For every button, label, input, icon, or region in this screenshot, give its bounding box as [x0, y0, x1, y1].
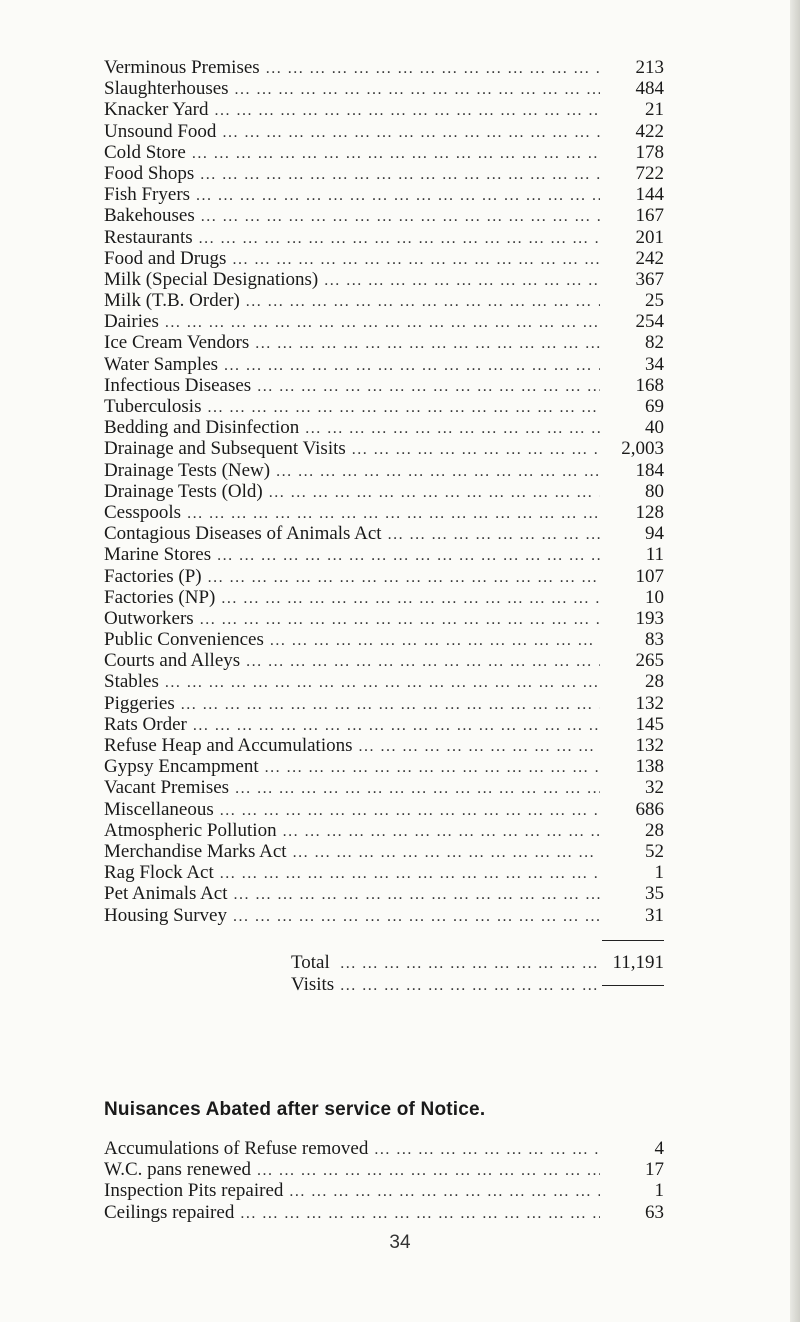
leader-dots: [270, 630, 600, 651]
nuisance-row-label: Accumulations of Refuse removed: [104, 1138, 369, 1159]
visit-row-label: Rats Order: [104, 713, 187, 735]
visit-row-label: Factories (NP): [104, 586, 216, 608]
visit-row: [104, 883, 664, 904]
visits-table: [104, 57, 664, 995]
visit-row-value: 213: [635, 57, 664, 78]
leader-dots: [232, 249, 600, 270]
nuisance-row: [104, 1159, 664, 1180]
visit-row: [104, 205, 664, 226]
page-number: 34: [389, 1232, 411, 1253]
leader-dots: [214, 100, 600, 121]
visit-row: [104, 735, 664, 756]
visit-row-value: 145: [635, 713, 664, 735]
visit-row: [104, 460, 664, 481]
visit-row-value: 10: [645, 586, 664, 608]
visit-row-label: Contagious Diseases of Animals Act: [104, 523, 382, 545]
visit-row-label: Knacker Yard: [104, 99, 209, 121]
leader-dots: [257, 376, 600, 397]
visit-row: [104, 587, 664, 608]
visit-row: [104, 78, 664, 99]
leader-dots: [235, 79, 600, 100]
visit-row-value: 69: [645, 396, 664, 417]
leader-dots: [201, 206, 600, 227]
visit-row: [104, 99, 664, 120]
visit-row-label: Milk (Special Designations): [104, 268, 319, 290]
leader-dots: [220, 863, 600, 884]
visit-row-value: 168: [635, 374, 664, 396]
leader-dots: [359, 736, 600, 757]
visit-row-value: 80: [645, 480, 664, 502]
visit-row: [104, 566, 664, 587]
visit-row-label: Bakehouses: [104, 205, 195, 227]
visit-row-value: 367: [635, 268, 664, 290]
visit-row: [104, 417, 664, 438]
visit-row-label: Gypsy Encampment: [104, 756, 259, 778]
leader-dots: [234, 884, 601, 905]
total-rule-bottom: [602, 985, 664, 986]
visit-row-label: Refuse Heap and Accumulations: [104, 735, 353, 756]
visit-row-value: 184: [635, 459, 664, 481]
leader-dots: [208, 567, 600, 588]
leader-dots: [352, 439, 600, 460]
visit-row-value: 128: [635, 501, 664, 523]
visit-row: [104, 671, 664, 692]
visit-row-value: 722: [635, 162, 664, 184]
visit-row-label: Factories (P): [104, 565, 202, 587]
visit-row-value: 52: [645, 840, 664, 862]
leader-dots: [266, 58, 600, 79]
page-edge-shadow: [790, 0, 800, 1322]
visit-row-value: 40: [645, 417, 664, 439]
nuisance-row: [104, 1138, 664, 1159]
visit-row: [104, 481, 664, 502]
leader-dots: [217, 545, 600, 566]
visit-row-label: Verminous Premises: [104, 57, 260, 78]
nuisance-row-label: Inspection Pits repaired: [104, 1180, 284, 1202]
visit-row-label: Infectious Diseases: [104, 374, 252, 396]
visit-row-value: 144: [635, 184, 664, 206]
visit-row-value: 83: [645, 629, 664, 651]
visit-row: [104, 693, 664, 714]
visit-row-value: 11: [645, 544, 664, 566]
visit-row-value: 28: [645, 671, 664, 693]
visit-row-value: 21: [645, 99, 664, 121]
leader-dots: [165, 672, 600, 693]
visit-row: [104, 163, 664, 184]
visit-row: [104, 799, 664, 820]
nuisance-row-value: 63: [645, 1201, 664, 1223]
visit-row-label: Food and Drugs: [104, 247, 227, 269]
leader-dots: [340, 953, 600, 997]
visit-row-label: Marine Stores: [104, 544, 212, 566]
leader-dots: [283, 821, 600, 842]
visit-row: [104, 57, 664, 78]
visit-row-value: 132: [635, 692, 664, 714]
visit-row-value: 28: [645, 819, 664, 841]
visit-row: [104, 121, 664, 142]
visit-row-label: Drainage Tests (New): [104, 459, 271, 481]
visits-list: [104, 57, 664, 926]
visit-row-label: Miscellaneous: [104, 798, 214, 820]
visit-row: [104, 311, 664, 332]
visit-row-value: 254: [635, 311, 664, 333]
visit-row-value: 242: [635, 247, 664, 269]
visit-row: [104, 841, 664, 862]
leader-dots: [374, 1139, 600, 1160]
visit-row: [104, 502, 664, 523]
leader-dots: [388, 524, 600, 545]
visit-row-label: Dairies: [104, 311, 159, 333]
leader-dots: [269, 482, 600, 503]
leader-dots: [265, 757, 600, 778]
leader-dots: [233, 906, 600, 927]
visit-row-label: Rag Flock Act: [104, 862, 214, 884]
nuisance-row: [104, 1180, 664, 1201]
total-visits-label: Total Visits: [291, 951, 335, 995]
visit-row-label: Merchandise Marks Act: [104, 840, 287, 862]
visit-row-value: 138: [635, 756, 664, 778]
visit-row: [104, 290, 664, 311]
visit-row-value: 201: [635, 226, 664, 248]
visit-row-label: Atmospheric Pollution: [104, 819, 277, 841]
leader-dots: [200, 609, 600, 630]
visit-row-label: Cesspools: [104, 501, 182, 523]
leader-dots: [207, 397, 600, 418]
visit-row-value: 32: [645, 777, 664, 799]
leader-dots: [224, 355, 600, 376]
visit-row-value: 193: [635, 607, 664, 629]
total-visits-value: 11,191: [612, 951, 664, 973]
visit-row-value: 94: [645, 523, 664, 545]
visit-row: [104, 375, 664, 396]
visit-row: [104, 820, 664, 841]
visit-row-value: 107: [635, 565, 664, 587]
leader-dots: [196, 185, 600, 206]
visit-row-value: 25: [645, 290, 664, 312]
leader-dots: [257, 1160, 600, 1181]
leader-dots: [240, 1203, 600, 1224]
leader-dots: [305, 418, 600, 439]
nuisances-heading: Nuisances Abated after service of Notice.: [104, 1099, 486, 1120]
nuisances-list: [104, 1138, 664, 1223]
nuisance-row: [104, 1202, 664, 1223]
visit-row-value: 178: [635, 141, 664, 163]
visit-row: [104, 438, 664, 459]
leader-dots: [235, 778, 600, 799]
visit-row: [104, 248, 664, 269]
leader-dots: [293, 842, 600, 863]
visit-row: [104, 396, 664, 417]
visit-row: [104, 544, 664, 565]
leader-dots: [192, 143, 600, 164]
visit-row-label: Public Conveniences: [104, 629, 264, 651]
visit-row-label: Food Shops: [104, 162, 195, 184]
leader-dots: [200, 164, 600, 185]
visit-row: [104, 650, 664, 671]
visit-row-label: Fish Fryers: [104, 184, 191, 206]
visit-row-value: 2,003: [621, 438, 664, 460]
visit-row-value: 167: [635, 205, 664, 227]
visit-row-label: Vacant Premises: [104, 777, 230, 799]
visit-row-label: Courts and Alleys: [104, 650, 241, 672]
visit-row-label: Milk (T.B. Order): [104, 290, 240, 312]
visit-row: [104, 354, 664, 375]
visit-row-label: Ice Cream Vendors: [104, 332, 250, 354]
visit-row: [104, 905, 664, 926]
visit-row-label: Drainage Tests (Old): [104, 480, 263, 502]
visit-row: [104, 184, 664, 205]
visit-row-value: 35: [645, 883, 664, 905]
leader-dots: [187, 503, 600, 524]
leader-dots: [255, 333, 600, 354]
leader-dots: [222, 122, 600, 143]
visit-row-value: 422: [635, 120, 664, 142]
visit-row-value: 1: [654, 862, 664, 884]
visit-row-label: Pet Animals Act: [104, 883, 228, 905]
leader-dots: [193, 715, 600, 736]
visit-row-label: Outworkers: [104, 607, 194, 629]
visit-row: [104, 227, 664, 248]
visit-row-value: 34: [645, 353, 664, 375]
visit-row-label: Water Samples: [104, 353, 219, 375]
leader-dots: [246, 651, 600, 672]
visit-row-value: 686: [635, 798, 664, 820]
visit-row-label: Tuberculosis: [104, 396, 202, 417]
visit-row-label: Piggeries: [104, 692, 175, 714]
leader-dots: [220, 800, 600, 821]
leader-dots: [165, 312, 600, 333]
visit-row: [104, 269, 664, 290]
leader-dots: [181, 694, 600, 715]
visit-row-value: 132: [635, 735, 664, 756]
visit-row: [104, 756, 664, 777]
visit-row-label: Housing Survey: [104, 904, 227, 926]
visit-row-label: Unsound Food: [104, 120, 217, 142]
visit-row: [104, 608, 664, 629]
nuisance-row-label: Ceilings repaired: [104, 1201, 235, 1223]
visit-row-value: 82: [645, 332, 664, 354]
visit-row-label: Bedding and Disinfection: [104, 417, 300, 439]
leader-dots: [324, 270, 600, 291]
nuisance-row-value: 1: [654, 1180, 664, 1202]
visit-row: [104, 142, 664, 163]
leader-dots: [276, 461, 600, 482]
visit-row: [104, 777, 664, 798]
visit-row-label: Cold Store: [104, 141, 186, 163]
visit-row: [104, 714, 664, 735]
leader-dots: [199, 228, 600, 249]
visit-row: [104, 523, 664, 544]
visit-row-label: Restaurants: [104, 226, 193, 248]
leader-dots: [221, 588, 600, 609]
visit-row-label: Slaughterhouses: [104, 78, 229, 100]
visit-row: [104, 862, 664, 883]
visit-row-value: 265: [635, 650, 664, 672]
visit-row-value: 484: [635, 78, 664, 100]
leader-dots: [246, 291, 600, 312]
visit-row: [104, 629, 664, 650]
total-visits-row: [104, 951, 664, 995]
nuisance-row-label: W.C. pans renewed: [104, 1159, 252, 1181]
leader-dots: [289, 1181, 600, 1202]
visit-row-value: 31: [645, 904, 664, 926]
nuisance-row-value: 4: [654, 1138, 664, 1159]
nuisance-row-value: 17: [645, 1159, 664, 1181]
visit-row-label: Stables: [104, 671, 159, 693]
total-rule-top: [602, 940, 664, 941]
visit-row-label: Drainage and Subsequent Visits: [104, 438, 346, 460]
visit-row: [104, 332, 664, 353]
